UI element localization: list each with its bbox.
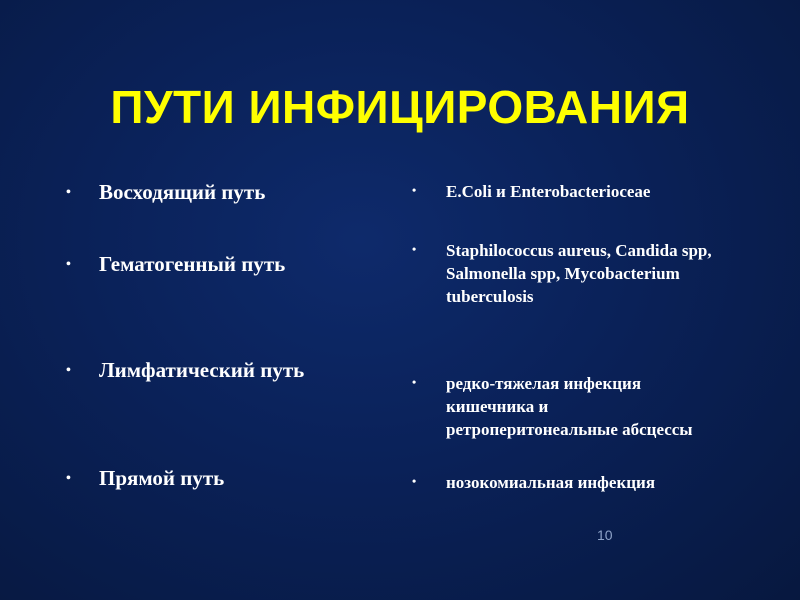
right-item-text: нозокомиальная инфекция bbox=[446, 473, 656, 492]
left-bullet-item bbox=[66, 252, 285, 277]
left-item-text: Лимфатический путь bbox=[99, 358, 305, 382]
bullet-icon: • bbox=[66, 185, 71, 200]
left-item-text: Гематогенный путь bbox=[99, 252, 286, 276]
bullet-icon: • bbox=[412, 242, 417, 256]
right-item-text: редко-тяжелая инфекция кишечника и ретроперитонеальные абсцессы bbox=[446, 374, 693, 439]
right-item-text: E.Coli и Enterobacterioceae bbox=[446, 182, 651, 201]
right-bullet-item bbox=[412, 372, 712, 441]
left-item-text: Прямой путь bbox=[99, 466, 225, 490]
left-bullet-item bbox=[66, 466, 224, 491]
bullet-icon: • bbox=[412, 183, 417, 197]
left-item-text: Восходящий путь bbox=[99, 180, 266, 204]
bullet-icon: • bbox=[66, 363, 71, 378]
page-number: 10 bbox=[597, 527, 613, 543]
right-bullet-item bbox=[412, 239, 742, 308]
bullet-icon: • bbox=[412, 375, 417, 389]
left-bullet-item bbox=[66, 358, 304, 383]
right-bullet-item bbox=[412, 471, 742, 494]
bullet-icon: • bbox=[66, 471, 71, 486]
bullet-icon: • bbox=[412, 474, 417, 488]
bullet-icon: • bbox=[66, 257, 71, 272]
left-bullet-item bbox=[66, 180, 265, 205]
right-item-text: Staphilococcus aureus, Candida spp, Salmonella spp, Mycobacterium tuberculosis bbox=[446, 241, 712, 306]
slide-title: ПУТИ ИНФИЦИРОВАНИЯ bbox=[110, 81, 690, 133]
right-bullet-item bbox=[412, 180, 742, 203]
